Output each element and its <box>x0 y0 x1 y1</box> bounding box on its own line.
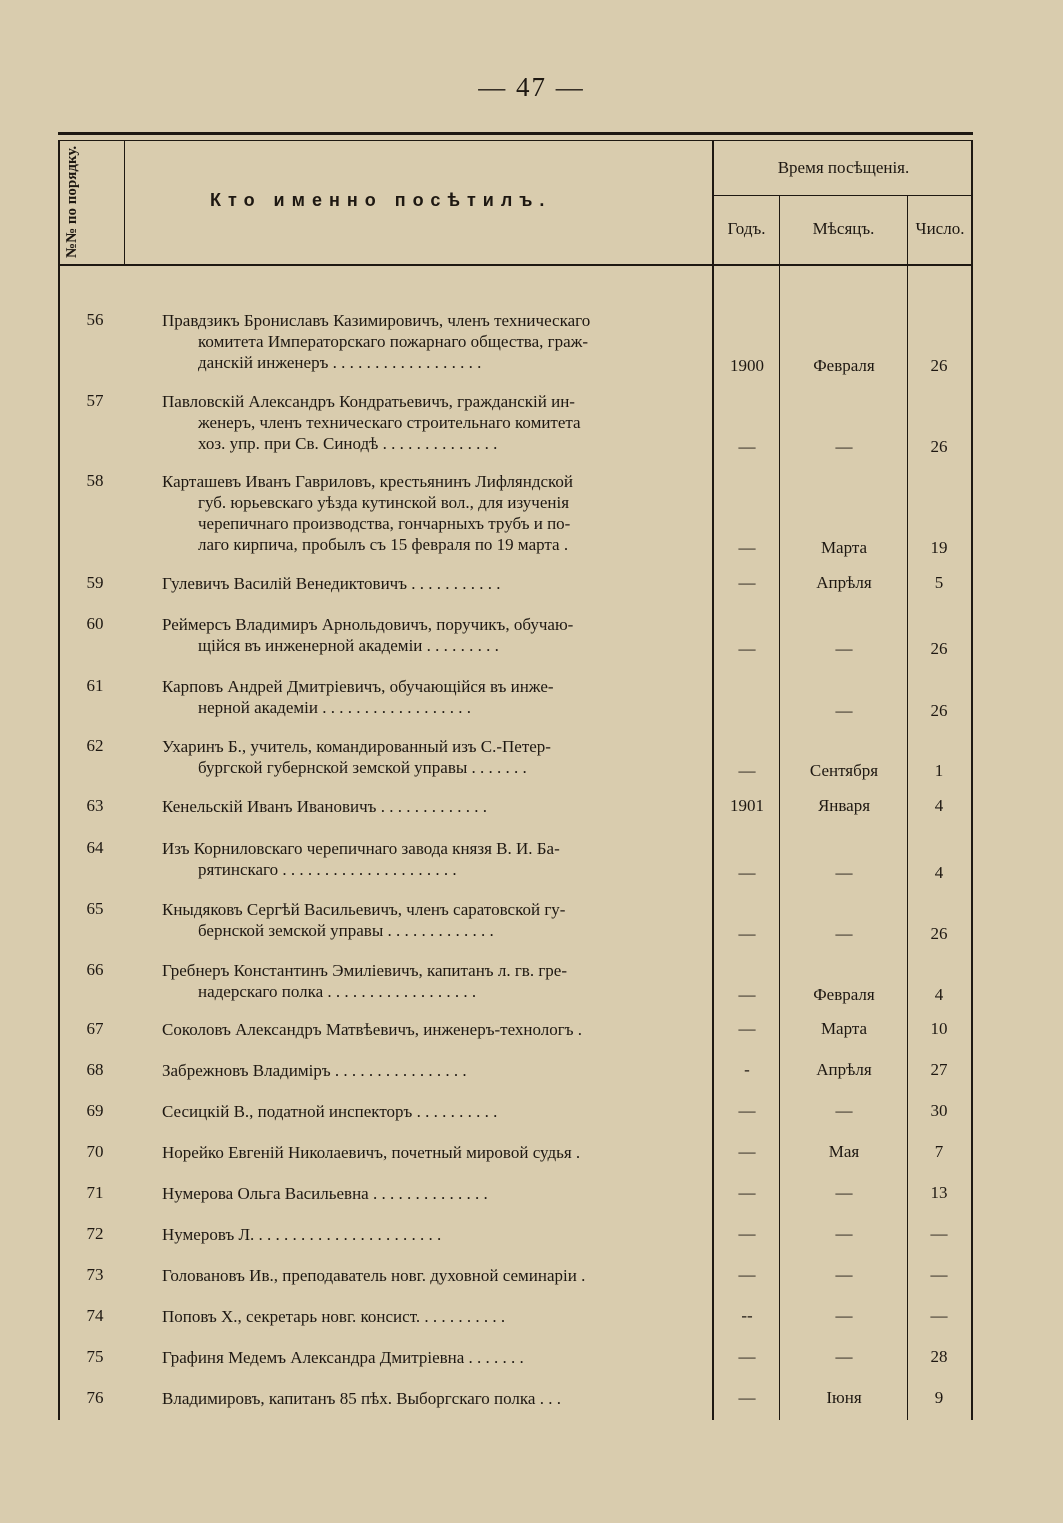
visitor-entry <box>162 1306 702 1327</box>
visit-month: — <box>835 701 853 720</box>
visitor-entry-line: бернской земской управы . . . . . . . . . . . . . <box>198 921 494 940</box>
row-number: 69 <box>86 1101 104 1120</box>
who-column-header: Кто именно посѣтилъ. <box>210 190 552 210</box>
visit-year: — <box>738 437 756 456</box>
year-col-divider <box>779 196 780 1420</box>
row-number: 64 <box>86 838 104 857</box>
row-number: 72 <box>86 1224 104 1243</box>
visitor-entry-line: Кенельскій Иванъ Ивановичъ . . . . . . . . . . . . . <box>162 797 487 816</box>
visitor-entry-line: Нумерова Ольга Васильевна . . . . . . . . . . . . . . <box>162 1184 488 1203</box>
visit-year: — <box>738 1388 756 1407</box>
visitor-entry-line: Павловскій Александръ Кондратьевичъ, гражданскій ин- <box>162 392 575 411</box>
visit-month: — <box>835 1224 853 1243</box>
visit-year: — <box>738 985 756 1004</box>
visit-day: 26 <box>930 356 948 375</box>
visitor-entry <box>162 838 702 880</box>
visitor-entry-line: Правдзикъ Брониславъ Казимировичъ, членъ техническаго <box>162 311 591 330</box>
visit-month: — <box>835 1101 853 1120</box>
visit-year: — <box>738 538 756 557</box>
visitor-entry <box>162 1265 702 1286</box>
visit-year: — <box>738 1101 756 1120</box>
row-number: 59 <box>86 573 104 592</box>
visitor-entry-line: Поповъ Х., секретарь новг. консист. . . . . . . . . . . <box>162 1307 506 1326</box>
visit-month: — <box>835 1183 853 1202</box>
visit-month: Сентября <box>809 761 879 780</box>
row-number: 73 <box>86 1265 104 1284</box>
num-column-header <box>58 145 120 260</box>
num-col-divider <box>124 140 125 266</box>
visit-year: — <box>738 1183 756 1202</box>
visitor-entry-line: Головановъ Ив., преподаватель новг. духовной семинаріи . <box>162 1266 586 1285</box>
visit-year: -- <box>741 1306 753 1325</box>
visitor-entry <box>162 471 702 555</box>
visit-month: Апрѣля <box>816 573 872 592</box>
visit-day: 4 <box>934 863 944 882</box>
visit-month: Февраля <box>813 985 875 1004</box>
visitor-entry-line: Гребнеръ Константинъ Эмиліевичъ, капитанъ л. гв. гре- <box>162 961 568 980</box>
visitor-entry <box>162 1347 702 1368</box>
visit-year: — <box>738 1265 756 1284</box>
visitor-entry-line: Реймерсъ Владимиръ Арнольдовичъ, поручикъ, обучаю- <box>162 615 574 634</box>
time-group-rule <box>714 195 973 196</box>
visit-day: 4 <box>934 985 944 1004</box>
row-number: 67 <box>86 1019 104 1038</box>
visit-year: — <box>738 1224 756 1243</box>
visit-day: 1 <box>934 761 944 780</box>
visit-year: — <box>738 924 756 943</box>
visit-month: — <box>835 639 853 658</box>
visit-year: — <box>738 863 756 882</box>
visitor-entry-line: Карповъ Андрей Дмитріевичъ, обучающійся въ инже- <box>162 677 554 696</box>
visitor-entry-line: Кныдяковъ Сергѣй Васильевичъ, членъ саратовской гу- <box>162 900 566 919</box>
visitor-entry-line: Графиня Медемъ Александра Дмитріевна . . . . . . . <box>162 1348 524 1367</box>
visitor-entry <box>162 573 702 594</box>
row-number: 71 <box>86 1183 104 1202</box>
row-number: 65 <box>86 899 104 918</box>
page-number: — 47 — <box>478 72 585 102</box>
row-number: 60 <box>86 614 104 633</box>
visitor-entry <box>162 310 702 373</box>
visit-year: — <box>738 761 756 780</box>
row-number: 74 <box>86 1306 104 1325</box>
visitor-entry-line: бургской губернской земской управы . . . . . . . <box>198 758 527 777</box>
visit-month: Марта <box>820 538 868 557</box>
row-number: 70 <box>86 1142 104 1161</box>
visit-year: — <box>738 573 756 592</box>
table-top-rule-thin <box>58 140 973 141</box>
visit-day: 19 <box>930 538 948 557</box>
visitor-entry-line: Гулевичъ Василій Венедиктовичъ . . . . . . . . . . . <box>162 574 501 593</box>
year-column-header: Годъ. <box>727 219 766 238</box>
visitor-entry <box>162 899 702 941</box>
visit-day: — <box>930 1224 948 1243</box>
visitor-entry-line: надерскаго полка . . . . . . . . . . . . . . . . . . <box>198 982 477 1001</box>
row-number: 56 <box>86 310 104 329</box>
visitor-entry-line: щійся въ инженерной академіи . . . . . . . . . <box>198 636 499 655</box>
table-top-rule <box>58 132 973 135</box>
visit-day: 26 <box>930 924 948 943</box>
right-border <box>971 140 973 1420</box>
visit-day: 7 <box>934 1142 944 1161</box>
month-column-header: Мѣсяцъ. <box>812 219 875 238</box>
visit-month: Февраля <box>813 356 875 375</box>
visitor-entry <box>162 1183 702 1204</box>
visitor-entry <box>162 614 702 656</box>
visit-year: 1900 <box>730 356 764 375</box>
visit-year: — <box>738 1347 756 1366</box>
visitor-entry-line: Сесицкій В., податной инспекторъ . . . . . . . . . . <box>162 1102 498 1121</box>
visitor-entry <box>162 1101 702 1122</box>
visitor-entry-line: нерной академіи . . . . . . . . . . . . . . . . . . <box>198 698 471 717</box>
visitor-entry <box>162 736 702 778</box>
row-number: 57 <box>86 391 104 410</box>
visitor-entry-line: рятинскаго . . . . . . . . . . . . . . . . . . . . . <box>198 860 457 879</box>
visitor-entry <box>162 1224 702 1245</box>
visitor-entry-line: Соколовъ Александръ Матвѣевичъ, инженеръ-технологъ . <box>162 1020 583 1039</box>
visitor-entry-line: черепичнаго производства, гончарныхъ трубъ и по- <box>198 514 571 533</box>
visitor-entry-line: комитета Императорскаго пожарнаго общества, граж- <box>198 332 589 351</box>
visit-day: — <box>930 1265 948 1284</box>
visitor-entry <box>162 1060 702 1081</box>
visit-year: - <box>744 1060 750 1079</box>
visit-month: Іюня <box>826 1388 862 1407</box>
visit-month: Марта <box>820 1019 868 1038</box>
visitor-entry <box>162 796 702 817</box>
visit-month: — <box>835 437 853 456</box>
time-group-header: Время посѣщенія. <box>777 158 910 177</box>
visitor-entry-line: Ухаринъ Б., учитель, командированный изъ С.-Петер- <box>162 737 551 756</box>
row-number: 62 <box>86 736 104 755</box>
visit-day: 30 <box>930 1101 948 1120</box>
num-column-header-text: №№ по порядку. <box>64 145 80 258</box>
visitor-entry <box>162 676 702 718</box>
visitor-entry-line: лаго кирпича, пробылъ съ 15 февраля по 19 марта . <box>198 535 569 554</box>
visit-year: — <box>738 1019 756 1038</box>
row-number: 76 <box>86 1388 104 1407</box>
visit-month: Мая <box>828 1142 860 1161</box>
visit-month: — <box>835 924 853 943</box>
visit-day: 10 <box>930 1019 948 1038</box>
visit-month: Апрѣля <box>816 1060 872 1079</box>
visit-day: 28 <box>930 1347 948 1366</box>
visit-year: — <box>738 1142 756 1161</box>
visitor-entry-line: Забрежновъ Владиміръ . . . . . . . . . . . . . . . . <box>162 1061 467 1080</box>
visit-year: 1901 <box>730 796 764 815</box>
left-border <box>58 140 60 1420</box>
day-column-header: Число. <box>915 219 965 238</box>
row-number: 61 <box>86 676 104 695</box>
visit-day: 13 <box>930 1183 948 1202</box>
row-number: 68 <box>86 1060 104 1079</box>
visit-day: 26 <box>930 437 948 456</box>
visit-year: — <box>738 639 756 658</box>
visitor-entry-line: женеръ, членъ техническаго строительнаго комитета <box>198 413 581 432</box>
row-number: 66 <box>86 960 104 979</box>
visit-month: — <box>835 1306 853 1325</box>
visitor-entry-line: Изъ Корниловскаго черепичнаго завода князя В. И. Ба- <box>162 839 560 858</box>
visitor-entry-line: Норейко Евгеній Николаевичъ, почетный мировой судья . <box>162 1143 581 1162</box>
row-number: 63 <box>86 796 104 815</box>
visit-day: 9 <box>934 1388 944 1407</box>
visitor-entry-line: губ. юрьевскаго уѣзда кутинской вол., для изученія <box>198 493 570 512</box>
visitor-entry-line: хоз. упр. при Св. Синодѣ . . . . . . . . . . . . . . <box>198 434 498 453</box>
header-bottom-rule <box>58 264 973 266</box>
visitor-entry <box>162 1388 702 1409</box>
visitor-entry-line: данскій инженеръ . . . . . . . . . . . . . . . . . . <box>198 353 482 372</box>
visitor-entry-line: Владимировъ, капитанъ 85 пѣх. Выборгскаго полка . . . <box>162 1389 561 1408</box>
visit-month: — <box>835 1347 853 1366</box>
visit-day: 5 <box>934 573 944 592</box>
visitor-entry <box>162 391 702 454</box>
visit-day: 27 <box>930 1060 948 1079</box>
visitor-entry <box>162 1019 702 1040</box>
visitor-entry <box>162 1142 702 1163</box>
row-number: 75 <box>86 1347 104 1366</box>
visitor-entry-line: Нумеровъ Л. . . . . . . . . . . . . . . . . . . . . . . <box>162 1225 442 1244</box>
visit-day: 26 <box>930 639 948 658</box>
visit-month: — <box>835 1265 853 1284</box>
visit-day: 26 <box>930 701 948 720</box>
row-number: 58 <box>86 471 104 490</box>
visitor-entry-line: Карташевъ Иванъ Гавриловъ, крестьянинъ Лифляндской <box>162 472 574 491</box>
visit-month: Января <box>817 796 871 815</box>
visit-day: — <box>930 1306 948 1325</box>
visitor-entry <box>162 960 702 1002</box>
name-col-divider <box>712 140 714 1420</box>
visit-month: — <box>835 863 853 882</box>
visit-day: 4 <box>934 796 944 815</box>
